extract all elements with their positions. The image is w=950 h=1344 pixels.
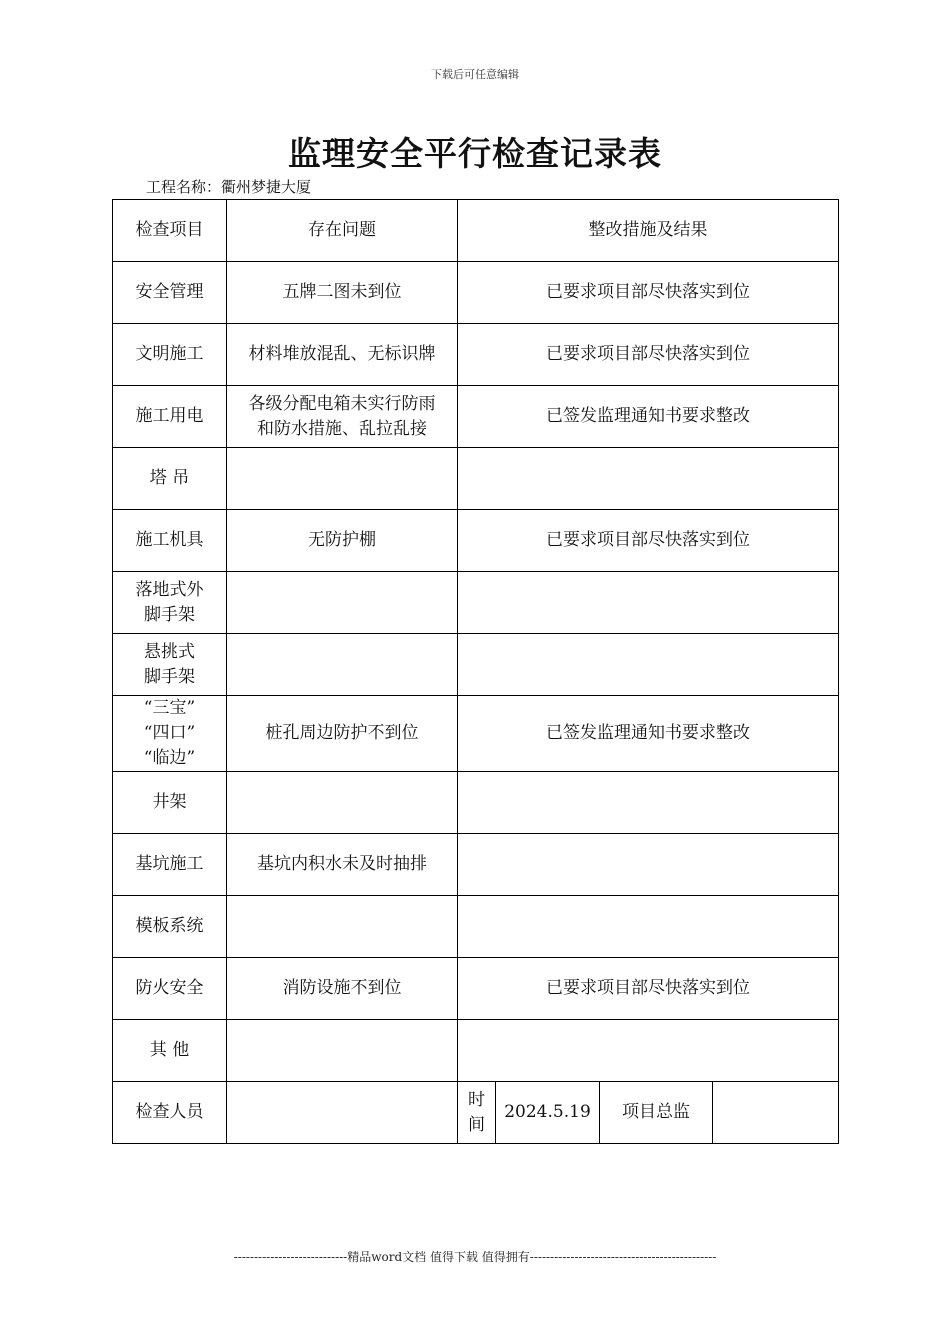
table-row bbox=[113, 896, 839, 958]
row-issue: 五牌二图未到位 bbox=[227, 262, 458, 324]
header-measure: 整改措施及结果 bbox=[458, 200, 839, 262]
header-note: 下载后可任意编辑 bbox=[431, 68, 519, 81]
row-measure: 已要求项目部尽快落实到位 bbox=[458, 262, 839, 324]
page-title: 监理安全平行检查记录表 bbox=[288, 134, 662, 173]
inspector-value bbox=[227, 1082, 458, 1144]
project-name: 工程名称：衢州梦捷大厦 bbox=[146, 178, 312, 196]
row-item: 模板系统 bbox=[113, 896, 227, 958]
row-issue bbox=[227, 1020, 458, 1082]
row-measure bbox=[458, 834, 839, 896]
table-row bbox=[113, 634, 839, 696]
row-measure: 已签发监理通知书要求整改 bbox=[458, 386, 839, 448]
table-row bbox=[113, 1020, 839, 1082]
row-issue: 无防护棚 bbox=[227, 510, 458, 572]
row-issue: 消防设施不到位 bbox=[227, 958, 458, 1020]
row-issue bbox=[227, 448, 458, 510]
time-label: 时 间 bbox=[458, 1082, 496, 1144]
row-measure bbox=[458, 772, 839, 834]
table-row bbox=[113, 696, 839, 772]
table-row bbox=[113, 510, 839, 572]
table-footer-row bbox=[113, 1082, 839, 1144]
table-row bbox=[113, 448, 839, 510]
row-issue bbox=[227, 896, 458, 958]
row-item: “三宝” “四口” “临边” bbox=[113, 696, 227, 772]
row-item: 基坑施工 bbox=[113, 834, 227, 896]
row-measure bbox=[458, 896, 839, 958]
row-measure bbox=[458, 634, 839, 696]
row-item: 其 他 bbox=[113, 1020, 227, 1082]
row-measure: 已要求项目部尽快落实到位 bbox=[458, 510, 839, 572]
row-item: 施工机具 bbox=[113, 510, 227, 572]
table-row bbox=[113, 324, 839, 386]
row-item: 施工用电 bbox=[113, 386, 227, 448]
row-item: 塔 吊 bbox=[113, 448, 227, 510]
footer-note: ----------------------------精品word文档 值得下载 值得拥有---------------------------------------------- bbox=[233, 1250, 717, 1264]
inspection-table bbox=[112, 199, 839, 1144]
table-row bbox=[113, 386, 839, 448]
table-row bbox=[113, 834, 839, 896]
row-item: 防火安全 bbox=[113, 958, 227, 1020]
table-header-row bbox=[113, 200, 839, 262]
table-row bbox=[113, 772, 839, 834]
row-item: 悬挑式 脚手架 bbox=[113, 634, 227, 696]
director-value bbox=[713, 1082, 839, 1144]
inspector-label: 检查人员 bbox=[113, 1082, 227, 1144]
time-value: 2024.5.19 bbox=[496, 1082, 600, 1144]
header-issue: 存在问题 bbox=[227, 200, 458, 262]
header-item: 检查项目 bbox=[113, 200, 227, 262]
table-row bbox=[113, 572, 839, 634]
row-issue: 基坑内积水未及时抽排 bbox=[227, 834, 458, 896]
row-measure bbox=[458, 572, 839, 634]
row-measure: 已签发监理通知书要求整改 bbox=[458, 696, 839, 772]
row-issue: 桩孔周边防护不到位 bbox=[227, 696, 458, 772]
row-issue bbox=[227, 572, 458, 634]
row-measure bbox=[458, 448, 839, 510]
table-row bbox=[113, 958, 839, 1020]
row-measure: 已要求项目部尽快落实到位 bbox=[458, 958, 839, 1020]
row-issue: 各级分配电箱未实行防雨 和防水措施、乱拉乱接 bbox=[227, 386, 458, 448]
row-issue bbox=[227, 634, 458, 696]
director-label: 项目总监 bbox=[600, 1082, 713, 1144]
row-item: 井架 bbox=[113, 772, 227, 834]
row-item: 安全管理 bbox=[113, 262, 227, 324]
row-issue: 材料堆放混乱、无标识牌 bbox=[227, 324, 458, 386]
row-issue bbox=[227, 772, 458, 834]
row-item: 文明施工 bbox=[113, 324, 227, 386]
table-row bbox=[113, 262, 839, 324]
row-measure: 已要求项目部尽快落实到位 bbox=[458, 324, 839, 386]
row-measure bbox=[458, 1020, 839, 1082]
row-item: 落地式外 脚手架 bbox=[113, 572, 227, 634]
